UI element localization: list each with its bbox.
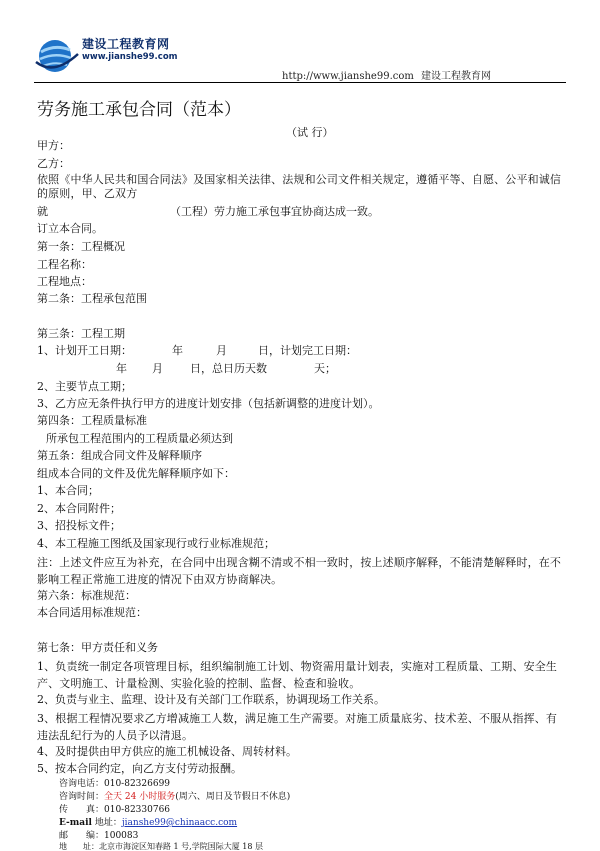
project-site-line: 工程地点： <box>37 275 92 288</box>
preamble-paragraph: 依照《中华人民共和国合同法》及国家相关法律、法规和公司文件相关规定，遵循平等、自愿、公平和诚信的原则，甲、乙双方 <box>37 173 562 200</box>
total-days-label: 日，总日历天数 <box>190 362 267 375</box>
standards-line: 本合同适用标准规范： <box>37 606 147 619</box>
article-7-heading: 第七条：甲方责任和义务 <box>37 641 158 654</box>
start-year-label: 年 <box>172 344 183 357</box>
globe-logo-icon <box>34 32 80 78</box>
project-name-line: 工程名称： <box>37 258 92 271</box>
document-order-intro: 组成本合同的文件及优先解释顺序如下： <box>37 467 235 480</box>
article-3-heading: 第三条：工程工期 <box>37 327 125 340</box>
header-divider <box>34 82 566 83</box>
schedule-line-2 <box>37 362 565 376</box>
milestone-line: 2、主要节点工期； <box>37 380 132 393</box>
hours-highlight: 全天 24 小时服务 <box>104 792 176 802</box>
quality-standard-line: 所承包工程范围内的工程质量必须达到 <box>46 432 233 445</box>
schedule-line-1 <box>37 344 565 358</box>
document-item-4: 4、本工程施工图纸及国家现行或行业标准规范； <box>37 537 275 550</box>
contact-phone: 咨询电话：010-82326699 <box>59 779 171 789</box>
contact-postcode: 邮 编：100083 <box>59 831 139 841</box>
document-title: 劳务施工承包合同（范本） <box>37 100 241 120</box>
document-item-3: 3、招投标文件； <box>37 519 121 532</box>
site-tagline <box>282 67 491 82</box>
document-item-2: 2、本合同附件； <box>37 502 121 515</box>
consensus-prefix: 就 <box>37 205 48 218</box>
party-a-line: 甲方： <box>37 139 70 152</box>
start-month-label: 月 <box>216 344 227 357</box>
consensus-text: （工程）劳力施工承包事宜协商达成一致。 <box>170 205 379 218</box>
party-b-line: 乙方： <box>37 157 70 170</box>
contact-fax: 传 真：010-82330766 <box>59 805 171 815</box>
email-label: E-mail <box>59 818 92 828</box>
consensus-line <box>37 205 565 219</box>
site-logo[interactable] <box>34 32 178 76</box>
finish-year-label: 年 <box>116 362 127 375</box>
page-header <box>0 0 600 82</box>
article-6-heading: 第六条：标准规范： <box>37 589 136 602</box>
conclude-line: 订立本合同。 <box>37 222 103 235</box>
article-1-heading: 第一条：工程概况 <box>37 240 125 253</box>
party-a-duty-5: 5、按本合同约定，向乙方支付劳动报酬。 <box>37 762 242 775</box>
logo-name: 建设工程教育网 <box>82 37 170 51</box>
article-5-heading: 第五条：组成合同文件及解释顺序 <box>37 449 202 462</box>
hours-label: 咨询时间： <box>59 792 105 802</box>
document-item-1: 1、本合同； <box>37 484 99 497</box>
hours-note: (周六、周日及节假日不休息) <box>175 792 291 802</box>
party-a-duty-4: 4、及时提供由甲方供应的施工机械设备、周转材料。 <box>37 745 297 758</box>
party-a-duty-1: 1、负责统一制定各项管理目标，组织编制施工计划、物资需用量计划表，实施对工程质量、工期、安全生产、文明施工、计量检测、实验化验的控制、监督、检查和验收。 <box>37 660 558 690</box>
email-address-label: 地址： <box>94 818 122 828</box>
contact-address: 地 址：北京市海淀区知春路 1 号,学院国际大厦 18 层 <box>59 842 263 851</box>
contact-hours <box>59 791 290 803</box>
site-url-link[interactable]: http://www.jianshe99.com <box>282 71 414 82</box>
progress-plan-line: 3、乙方应无条件执行甲方的进度计划安排（包括新调整的进度计划）。 <box>37 397 380 410</box>
article-2-heading: 第二条：工程承包范围 <box>37 292 147 305</box>
contact-email <box>59 817 237 829</box>
document-subtitle: （试 行） <box>286 126 334 139</box>
days-label: 天； <box>314 362 336 375</box>
logo-url: www.jianshe99.com <box>82 52 178 62</box>
start-date-label: 1、计划开工日期： <box>37 344 132 357</box>
finish-month-label: 月 <box>152 362 163 375</box>
finish-date-label: 日，计划完工日期： <box>258 344 357 357</box>
email-link[interactable]: jianshe99@chinaacc.com <box>121 818 238 828</box>
article-4-heading: 第四条：工程质量标准 <box>37 414 147 427</box>
party-a-duty-2: 2、负责与业主、监理、设计及有关部门工作联系，协调现场工作关系。 <box>37 693 385 706</box>
document-note-paragraph: 注：上述文件应互为补充，在合同中出现含糊不清或不相一致时，按上述顺序解释，不能清楚解释时，在不影响工程正常施工进度的情况下由双方协商解决。 <box>37 556 562 586</box>
site-name: 建设工程教育网 <box>421 71 492 82</box>
party-a-duty-3: 3、根据工程情况要求乙方增减施工人数，满足施工生产需要。对施工质量底劣、技术差、不服从指挥、有违法乱纪行为的人员予以清退。 <box>37 712 558 742</box>
